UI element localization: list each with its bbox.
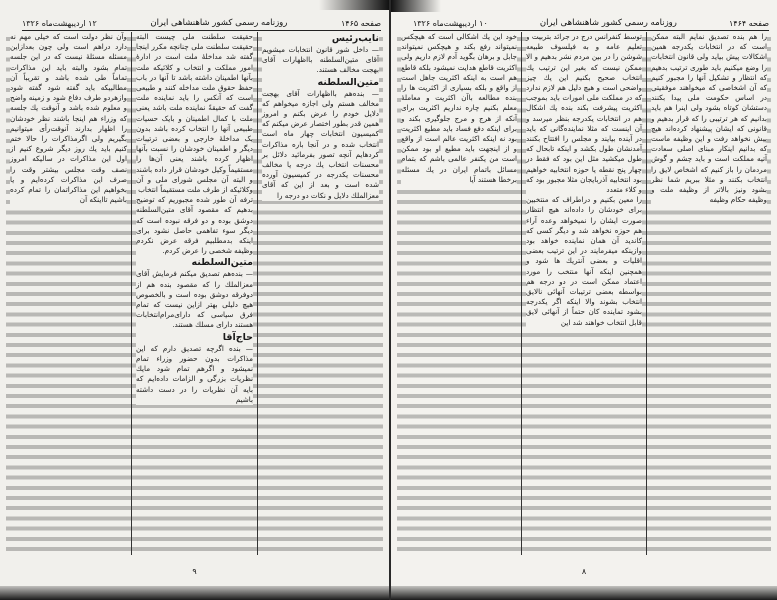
column (6, 32, 132, 555)
paragraph: را هم بنده تصدیق نمایم البته ممکن است که در انتخابات یکدرجه همین اشکالات پیش بیاید ولی قانون انتخابات را وضع میکنیم باید طوری ترتیب بدهیم که انتظار و تشکیل آنها را مجبور کنیم که آن اشخاصی که میخواهند موفقیتی در اساس حکومت ملی پیدا بکنند دستشان کوتاه بشود ولی اینرا هم باید بدانیم که هر ترتیبی را که قرار بدهیم و قانونی که ایشان پیشنهاد کرده‌اند هیچ پیش نخواهد رفت و این وظیفه ماست که بدانیم اینکار مبنای اصلی سعادت آتیه مملکت است و باید چشم و گوش مردمان را باز کنیم که اشخاص لایق را انتخاب بکنند و مثلا ببریم شما نظر بشود ونیز بالاتر از وظیفه ملت و وظیفه حکام وظیفه (651, 32, 767, 205)
column (397, 32, 522, 555)
paragraph: — بنده اگرچه تصدیق دارم که این مذاکرات بدون حضور وزراء تمام نمیشود و اگرهم تمام شود مایك نظریات بزرگی و الزامات داده‌ایم که بایه آن نظریات را در دست داشته باشیم (136, 343, 253, 404)
column-text (262, 32, 379, 201)
newspaper-title: روزنامه رسمی کشور شاهنشاهی ایران (539, 18, 677, 28)
folio-number: ۹ (192, 567, 197, 576)
speaker-name: متین‌السلطنه (317, 76, 379, 88)
column (647, 32, 771, 555)
speaker-name: حاج‌آقا (222, 331, 253, 343)
issue-date: ۱۰ اردیبهشت‌ماه ۱۳۲۶ (413, 19, 488, 28)
column-text (526, 32, 642, 328)
text-columns (397, 32, 771, 555)
page-header (413, 10, 769, 31)
page-header (22, 10, 381, 31)
column-text (651, 32, 767, 205)
folio-number: ۸ (581, 567, 587, 576)
issue-date: ۱۲ اردیبهشت‌ماه ۱۳۲۶ (22, 19, 97, 28)
scan-shadow (391, 586, 777, 600)
scan-shadow (319, 0, 389, 10)
paragraph: وآن نظر دولت است که خیلی مهم نه دارد دراهم است ولی چون بعدازاین مسئله مسئلهٔ نیست که در این جلسه تمام بشود والبته باید این مذاکرات تماماً طی شده باشد و تقریباً آن مطالبیکه باید گفته شود گفته شود وازهردو طرف دفاع شود و زمینه واضح و معلوم شده باشد و آنوقت یك جلسه که وزراء هم اینجا باشند نظر خودشان را اظهار بدارند آنوقت‌رأی میتوانیم بگیریم ولی اگرمذاکرات را حالا ختم کنیم باید یك روز دیگر شروع کنیم از اول این مذاکرات در سالیکه امروز نصف وقت مجلس بیشتر وقت را صرف این مذاکرات کرده‌ایم و یا بخواهیم این مذاکراتمان را تمام کرده باشیم تااینکه آن (10, 32, 127, 205)
paragraph: — بنده‌هم بااظهارات آقای بهجت مخالف هستم ولی اجازه میخواهم که دلایل خودم را عرض بکنم و امروز همین قدر بطور اختصار عرض میکنم که کمیسیون انتخابات چهار ماه است انتخاب شده و در آنجا باره مذاکرات کردهایم آنچه تصور بفرمائید دلائل بر محسنات انتخاب یك درجه یا مخالف محسنات یکدرجه در کمیسیون آورده شده است و بعد از این که آقای معزالملك دلایل و نکات دو درجه را (262, 88, 379, 200)
text-columns (6, 32, 383, 555)
paragraph: — بنده‌هم تصدیق میکنم فرمایش آقای معزالملك را که مقصود بنده هم از دوفرقه دوشق بوده است و بالخصوص هیچ دلیلی بهتر ازاین نیست که تمام فرق سیاسی که دارای‌مرام‌انتخابات هستند دارای مسلك هستند. (136, 269, 253, 330)
paragraph: ترفه آن طور شده مجبوریم که توضیح بدهیم که مقصود آقای متین‌السلطنه دوشق بوده و دو فرقه نبوده است که دیگر سوء تفاهمی حاصل نشود برای اینکه بدمطلبیم فرقه عرض نکردم وظیفه شخصی را عرض کردم. (136, 195, 253, 256)
column (258, 32, 383, 555)
page-number-label: صفحه ۱۴۶۵ (340, 19, 381, 28)
paragraph: توسط کنفرانس درج در جرائد بتربیت و تعلیم عامه و به فیلسوف طبیعه شوشن را در بین مردم نشر بدهیم و الا ممکن نیست که بغیر این ترتیب یك انتخاب صحیح بکنیم این یك چیز واضحی است و هیچ دلیل هم لازم ندارد که در مملکت ملی امورات باید بموجب اکثریت پیشرفت بکند بنده یك اشکال هم در انتخابات یکدرجه بنظر میرسد و آن اینست که مثلا نماینده‌گانی که باید در آینده بیایند و مجلس را افتتاح بکنند آمدنشان طول بکشد و اینکه تابحال که طول میکشید مثل این بود که فقط در چهار پنج نقطه یا حوزه انتخابیه خواهیم بود انتخابیه آذربایجان مثلا مجبور بود که و کلاء متعدد (526, 32, 642, 195)
column-text (136, 32, 253, 405)
paragraph: را معین بکنیم و دراطراف که منتخبین برای خودشان را داده‌اند هیچ انتظار صورت ایشان را نمیخواهد وعده آراء هم حوزه نخواهد شد و دیگر کسی که کاندید آن همان نماینده خواهد بود وازینکه میفرمایند در این ترتیب بعضی اقلیات و بعضی آنتریك ها شود و همچنین اینکه آنها منتخب را مورد اعتماد ممکن است در دو درجه هم بواسطه بعضی ترتیبات آنهائی نالایق انتخاب بشوند والا اینکه اگر یکدرجه بشود تماینده کان حتماً از آنهائی لایق قابل انتخاب خواهند شد این (526, 195, 642, 327)
right-page (391, 0, 777, 600)
paragraph: حقیقت سلطنت ملی چیست البته حقیقت سلطنت ملی چنانچه مکرر اینجا گفته شد مداخلهٔ ملت است در ادارهٔ امور مملکت و انتخاب و کلائیکه ملت بآنها اطمینان داشته باشد تا آنها در باب حفظ حقوق ملت مداخله کنند و طبیعی است که آنکس را باید نماینده ملت گفت که حقیقةً نماینده ملت باشد یعنی ملت با کمال اطمینان و بایک حسیات طبیعی آنها را انتخاب کرده باشد بدون یک مداخلهٔ خارجی و بعضی ترتیبات دیگر و اطمینان خودشان را نسبت بآنها اظهار کرده باشند یعنی آن‌ها را مستقیماً وکیل خودشان قرار داده باشند و البته آن مجلس شورای ملی و آن وکلائیکه از طرف ملت مستقیماً انتخاب (136, 32, 253, 195)
speaker-name: نایب‌رئیس (331, 33, 379, 44)
paragraph: خود این یك اشکالی است که هیچکس نمیتواند رفع بکند و هیچکس نمیتواند جابل و برهان بگوید آدم لازم داریم ولی اکثریت قاطع هدایت نمیشود بلکه قاطع هم است به اینکه اکثریت جاهل است از واقع و بلکه بسیاری از اکثریت ها را بنده مطالعه باآن اکثریت و معاملهٔ معلم بکنیم چاره نداریم اکثریت برای آنکه از هرج و مرج جلوگیری بکند و برای اینکه دفع فساد باید مطیع اکثریت بود نه اینکه اکثریت عالم است از واقع و از اینجهت باید مطیع او بود ممکن است من یکنفر عالمی باشم که بتمام مسائل باتمام ایران در یك مسئله برخطا هستند آیا (401, 32, 517, 184)
page-number-label: صفحه ۱۴۶۴ (728, 19, 769, 28)
column-text (10, 32, 127, 205)
scan-shadow (0, 586, 389, 600)
paragraph: — داخل شور قانون انتخابات میشویم آقای متین‌السلطنه بااظهارات آقای بهجت مخالف هستند. (262, 45, 379, 75)
column-text (401, 32, 517, 185)
newspaper-title: روزنامه رسمی کشور شاهنشاهی ایران (150, 18, 288, 28)
column (522, 32, 647, 555)
column (132, 32, 258, 555)
speaker-name: متین‌السلطنه (191, 257, 253, 269)
